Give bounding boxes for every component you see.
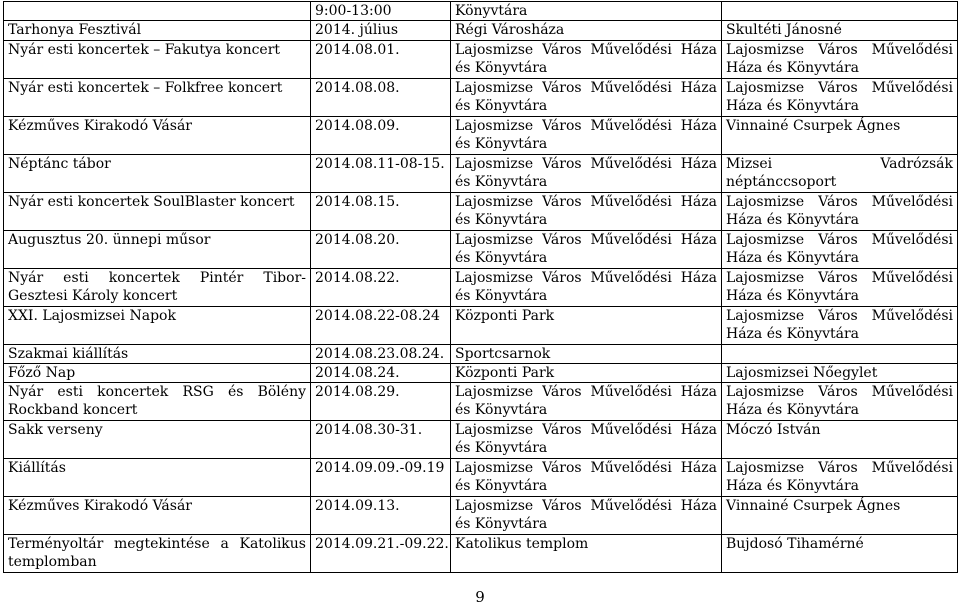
venue-cell: Lajosmizse Város Művelődési Háza és Könyvtára — [451, 383, 722, 421]
organizer-cell: Bujdosó Tihamérné — [722, 535, 958, 573]
table-row — [4, 307, 958, 345]
event-name-cell: XXI. Lajosmizsei Napok — [4, 307, 311, 345]
event-name-cell: Tarhonya Fesztivál — [4, 21, 311, 41]
organizer-cell: Vinnainé Csurpek Ágnes — [722, 497, 958, 535]
venue-cell: Központi Park — [451, 307, 722, 345]
organizer-cell: Lajosmizse Város Művelődési Háza és Könyvtára — [722, 193, 958, 231]
venue-cell: Katolikus templom — [451, 535, 722, 573]
date-cell: 2014.08.22. — [311, 269, 451, 307]
venue-cell: Lajosmizse Város Művelődési Háza és Könyvtára — [451, 117, 722, 155]
event-name-cell: Kézműves Kirakodó Vásár — [4, 497, 311, 535]
venue-cell: Lajosmizse Város Művelődési Háza és Könyvtára — [451, 231, 722, 269]
table-row — [4, 2, 958, 21]
date-cell: 2014.08.29. — [311, 383, 451, 421]
table-row — [4, 193, 958, 231]
table-row — [4, 421, 958, 459]
date-cell: 2014.08.01. — [311, 41, 451, 79]
event-name-cell: Néptánc tábor — [4, 155, 311, 193]
date-cell: 2014.08.11-08-15. — [311, 155, 451, 193]
organizer-cell: Mizsei Vadrózsák néptánccsoport — [722, 155, 958, 193]
date-cell: 2014.08.22-08.24 — [311, 307, 451, 345]
event-name-cell: Nyár esti koncertek RSG és Bölény Rockband koncert — [4, 383, 311, 421]
table-row — [4, 459, 958, 497]
event-name-cell — [4, 2, 311, 21]
venue-cell: Lajosmizse Város Művelődési Háza és Könyvtára — [451, 79, 722, 117]
organizer-cell — [722, 2, 958, 21]
venue-cell: Lajosmizse Város Művelődési Háza és Könyvtára — [451, 269, 722, 307]
event-name-cell: Szakmai kiállítás — [4, 345, 311, 364]
organizer-cell: Lajosmizsei Nőegylet — [722, 364, 958, 383]
event-name-cell: Terményoltár megtekintése a Katolikus templomban — [4, 535, 311, 573]
venue-cell: Lajosmizse Város Művelődési Háza és Könyvtára — [451, 41, 722, 79]
table-row — [4, 155, 958, 193]
event-name-cell: Nyár esti koncertek – Folkfree koncert — [4, 79, 311, 117]
date-cell: 2014.08.20. — [311, 231, 451, 269]
venue-cell: Lajosmizse Város Művelődési Háza és Könyvtára — [451, 421, 722, 459]
date-cell: 2014.09.21.-09.22. — [311, 535, 451, 573]
date-cell: 2014.08.15. — [311, 193, 451, 231]
organizer-cell — [722, 345, 958, 364]
date-cell: 2014.08.23.08.24. — [311, 345, 451, 364]
event-name-cell: Főző Nap — [4, 364, 311, 383]
table-row — [4, 364, 958, 383]
date-cell: 2014.08.09. — [311, 117, 451, 155]
table-row — [4, 383, 958, 421]
organizer-cell: Skultéti Jánosné — [722, 21, 958, 41]
venue-cell: Lajosmizse Város Művelődési Háza és Könyvtára — [451, 193, 722, 231]
date-cell: 2014.09.09.-09.19 — [311, 459, 451, 497]
events-table — [3, 1, 958, 573]
event-name-cell: Nyár esti koncertek SoulBlaster koncert — [4, 193, 311, 231]
date-cell: 2014.08.08. — [311, 79, 451, 117]
venue-cell: Lajosmizse Város Művelődési Háza és Könyvtára — [451, 155, 722, 193]
organizer-cell: Lajosmizse Város Művelődési Háza és Könyvtára — [722, 307, 958, 345]
venue-cell: Könyvtára — [451, 2, 722, 21]
table-row — [4, 21, 958, 41]
date-cell: 2014.09.13. — [311, 497, 451, 535]
organizer-cell: Lajosmizse Város Művelődési Háza és Könyvtára — [722, 41, 958, 79]
organizer-cell: Vinnainé Csurpek Ágnes — [722, 117, 958, 155]
table-row — [4, 345, 958, 364]
event-name-cell: Sakk verseny — [4, 421, 311, 459]
event-name-cell: Kézműves Kirakodó Vásár — [4, 117, 311, 155]
organizer-cell: Lajosmizse Város Művelődési Háza és Könyvtára — [722, 383, 958, 421]
date-cell: 2014.08.30-31. — [311, 421, 451, 459]
table-row — [4, 269, 958, 307]
venue-cell: Régi Városháza — [451, 21, 722, 41]
organizer-cell: Móczó István — [722, 421, 958, 459]
event-name-cell: Nyár esti koncertek Pintér Tibor- Gesztesi Károly koncert — [4, 269, 311, 307]
table-row — [4, 117, 958, 155]
event-name-cell: Kiállítás — [4, 459, 311, 497]
date-cell: 9:00-13:00 — [311, 2, 451, 21]
venue-cell: Központi Park — [451, 364, 722, 383]
table-row — [4, 497, 958, 535]
table-row — [4, 231, 958, 269]
organizer-cell: Lajosmizse Város Művelődési Háza és Könyvtára — [722, 79, 958, 117]
date-cell: 2014.08.24. — [311, 364, 451, 383]
table-row — [4, 41, 958, 79]
event-name-cell: Nyár esti koncertek – Fakutya koncert — [4, 41, 311, 79]
events-table-body — [4, 2, 958, 573]
date-cell: 2014. július — [311, 21, 451, 41]
organizer-cell: Lajosmizse Város Művelődési Háza és Könyvtára — [722, 459, 958, 497]
venue-cell: Sportcsarnok — [451, 345, 722, 364]
page-number: 9 — [475, 588, 485, 606]
table-row — [4, 79, 958, 117]
venue-cell: Lajosmizse Város Művelődési Háza és Könyvtára — [451, 497, 722, 535]
venue-cell: Lajosmizse Város Művelődési Háza és Könyvtára — [451, 459, 722, 497]
event-name-cell: Augusztus 20. ünnepi műsor — [4, 231, 311, 269]
organizer-cell: Lajosmizse Város Művelődési Háza és Könyvtára — [722, 269, 958, 307]
organizer-cell: Lajosmizse Város Művelődési Háza és Könyvtára — [722, 231, 958, 269]
table-row — [4, 535, 958, 573]
